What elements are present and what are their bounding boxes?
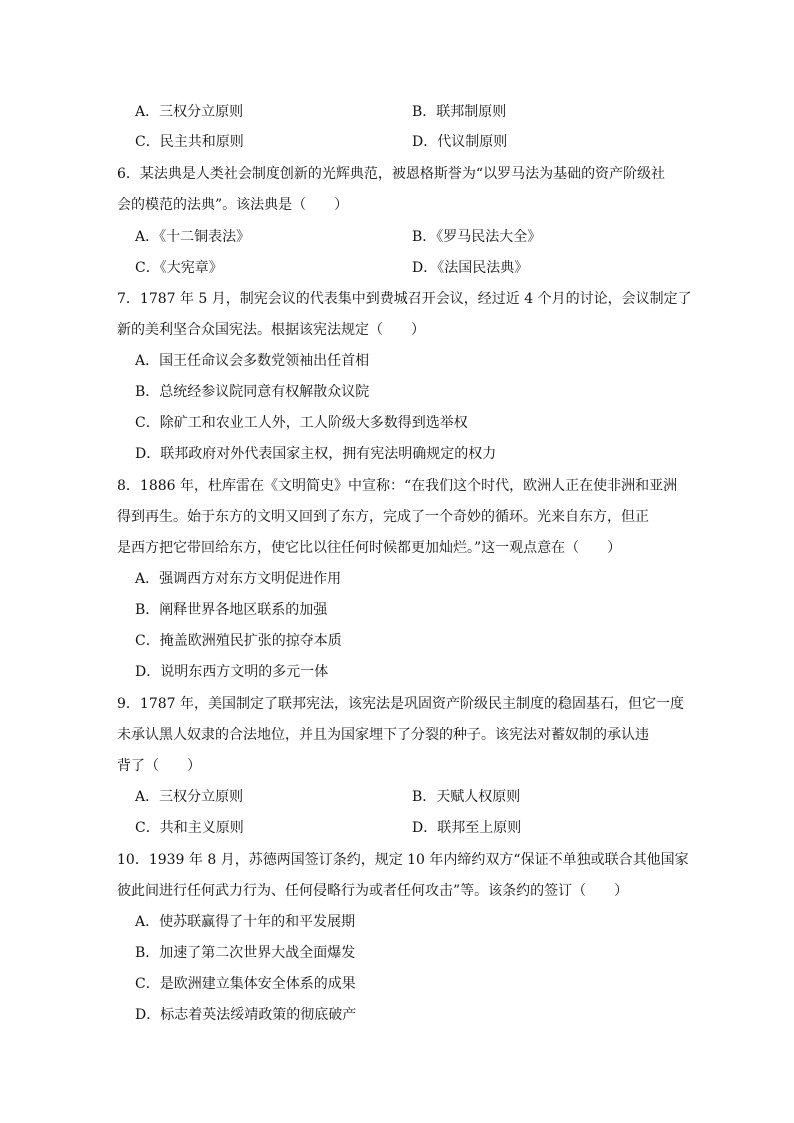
q5-option-b: B．联邦制原则 [412, 104, 507, 120]
q8-stem-line-1: 8．1886 年，杜库雷在《文明简史》中宣称：“在我们这个时代，欧洲人正在使非洲和亚洲 [117, 478, 678, 494]
q8-option-a: A．强调西方对东方文明促进作用 [135, 571, 342, 587]
q10-option-a: A．使苏联赢得了十年的和平发展期 [135, 914, 356, 930]
q9-stem-line-1: 9．1787 年，美国制定了联邦宪法，该宪法是巩固资产阶级民主制度的稳固基石，但它一度 [117, 696, 684, 712]
q10-stem-line-1: 10．1939 年 8 月，苏德两国签订条约，规定 10 年内缔约双方“保证不单独或联合其他国家 [117, 852, 689, 868]
q7-option-c: C．除矿工和农业工人外，工人阶级大多数得到选举权 [135, 415, 468, 431]
q7-option-a: A．国王任命议会多数党领袖出任首相 [135, 353, 370, 369]
q8-option-b: B．阐释世界各地区联系的加强 [135, 602, 328, 618]
q6-option-d: D．《法国民法典》 [412, 260, 529, 276]
q7-stem-line-1: 7．1787 年 5 月，制宪会议的代表集中到费城召开会议，经过近 4 个月的讨论，会议制定了 [117, 291, 692, 307]
q10-option-c: C．是欧洲建立集体安全体系的成果 [135, 976, 356, 992]
q7-stem-line-2: 新的美利坚合众国宪法。根据该宪法规定（ ） [117, 322, 425, 338]
q5-option-a: A．三权分立原则 [135, 104, 244, 120]
q8-option-c: C．掩盖欧洲殖民扩张的掠夺本质 [135, 633, 342, 649]
q6-stem-line-1: 6．某法典是人类社会制度创新的光辉典范，被恩格斯誉为“以罗马法为基础的资产阶级社 [117, 166, 666, 182]
q7-option-d: D．联邦政府对外代表国家主权，拥有宪法明确规定的权力 [135, 446, 497, 462]
q10-stem-line-2: 彼此间进行任何武力行为、任何侵略行为或者任何攻击”等。该条约的签订（ ） [117, 883, 629, 899]
q8-option-d: D．说明东西方文明的多元一体 [135, 664, 329, 680]
q5-option-d: D．代议制原则 [412, 134, 508, 150]
q6-stem-line-2: 会的模范的法典”。该法典是（ ） [117, 197, 349, 213]
q9-option-b: B．天赋人权原则 [412, 789, 521, 805]
q6-option-c: C．《大宪章》 [135, 260, 223, 276]
q10-option-b: B．加速了第二次世界大战全面爆发 [135, 945, 356, 961]
q7-option-b: B．总统经参议院同意有权解散众议院 [135, 384, 370, 400]
q9-stem-line-3: 背了（ ） [117, 758, 201, 774]
q10-option-d: D．标志着英法绥靖政策的彻底破产 [135, 1007, 357, 1023]
q8-stem-line-2: 得到再生。始于东方的文明又回到了东方，完成了一个奇妙的循环。光来自东方，但正 [117, 509, 649, 525]
q9-option-c: C．共和主义原则 [135, 820, 244, 836]
q8-stem-line-3: 是西方把它带回给东方，使它比以往任何时候都更加灿烂。”这一观点意在（ ） [117, 540, 622, 556]
q5-option-c: C．民主共和原则 [135, 134, 244, 150]
q9-option-a: A．三权分立原则 [135, 789, 244, 805]
q6-option-a: A．《十二铜表法》 [135, 229, 251, 245]
q6-option-b: B．《罗马民法大全》 [412, 229, 542, 245]
q9-option-d: D．联邦至上原则 [412, 820, 522, 836]
q9-stem-line-2: 未承认黑人奴隶的合法地位，并且为国家埋下了分裂的种子。该宪法对蓄奴制的承认违 [117, 727, 649, 743]
